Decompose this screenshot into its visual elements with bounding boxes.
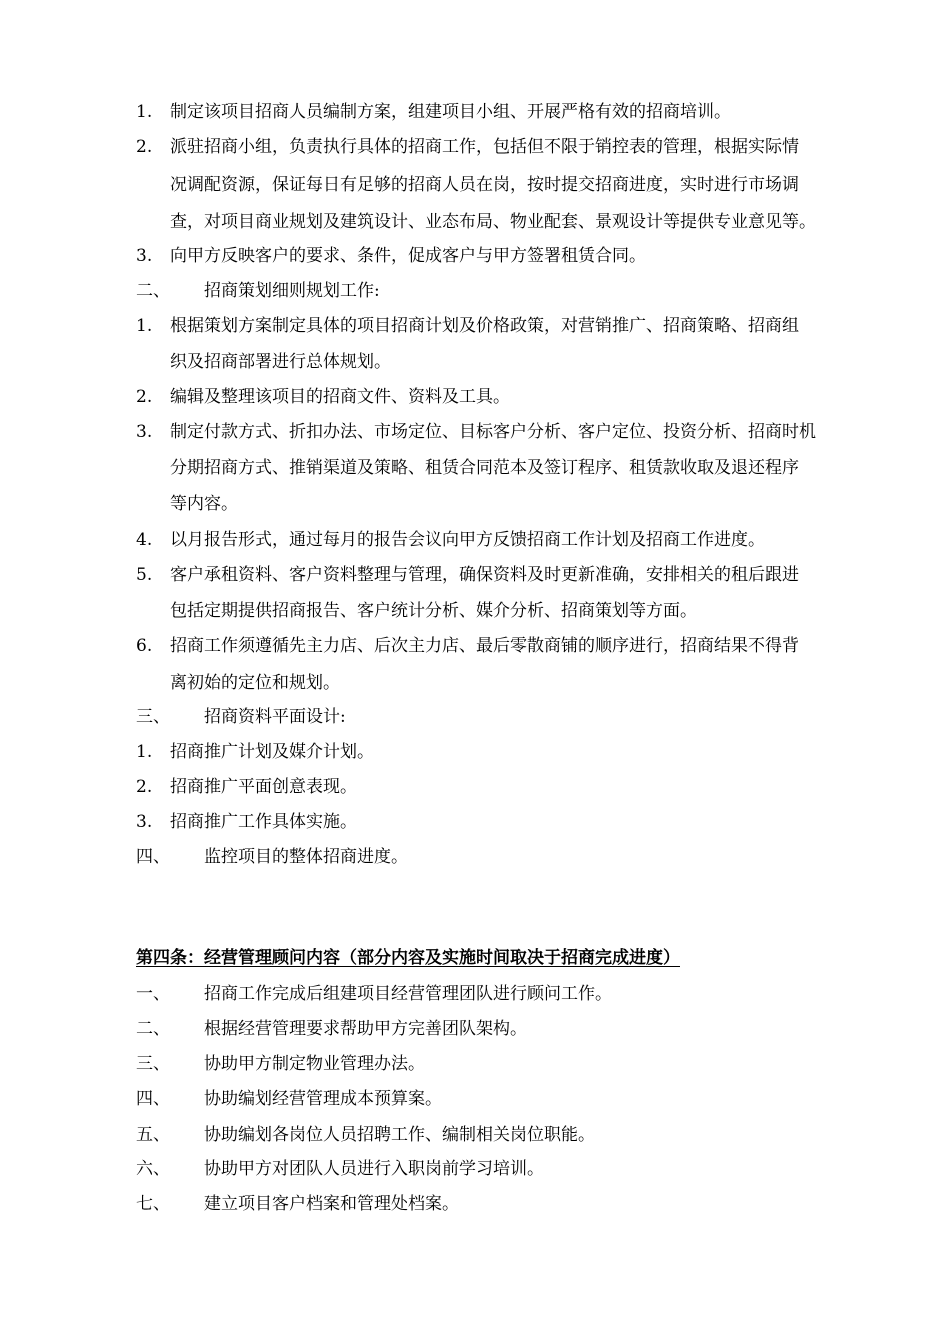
item-number: 一、 (136, 984, 170, 1004)
section-title: 监控项目的整体招商进度。 (204, 847, 408, 867)
item-text: 织及招商部署进行总体规划。 (170, 352, 391, 372)
item-number: 3. (136, 422, 153, 442)
item-number: 2. (136, 387, 153, 407)
item-text: 以月报告形式，通过每月的报告会议向甲方反馈招商工作计划及招商工作进度。 (170, 530, 765, 550)
item-number: 二、 (136, 1019, 170, 1039)
item-text: 招商推广计划及媒介计划。 (170, 742, 374, 762)
section-number: 二、 (136, 281, 170, 301)
item-text: 协助编划各岗位人员招聘工作、编制相关岗位职能。 (204, 1125, 595, 1145)
item-number: 5. (136, 565, 153, 585)
item-text: 等内容。 (170, 494, 238, 514)
item-number: 2. (136, 777, 153, 797)
item-text: 制定付款方式、折扣办法、市场定位、目标客户分析、客户定位、投资分析、招商时机 (170, 422, 816, 442)
item-text: 根据策划方案制定具体的项目招商计划及价格政策，对营销推广、招商策略、招商组 (170, 316, 799, 336)
item-text: 建立项目客户档案和管理处档案。 (204, 1194, 459, 1214)
item-text: 协助甲方对团队人员进行入职岗前学习培训。 (204, 1159, 544, 1179)
item-number: 五、 (136, 1125, 170, 1145)
item-text: 招商工作须遵循先主力店、后次主力店、最后零散商铺的顺序进行，招商结果不得背 (170, 636, 799, 656)
item-text: 查，对项目商业规划及建筑设计、业态布局、物业配套、景观设计等提供专业意见等。 (170, 212, 816, 232)
section-number: 三、 (136, 707, 170, 727)
section-title: 招商策划细则规划工作: (204, 281, 380, 301)
item-number: 三、 (136, 1054, 170, 1074)
item-number: 七、 (136, 1194, 170, 1214)
section-title: 招商资料平面设计: (204, 707, 346, 727)
item-number: 1. (136, 742, 153, 762)
item-number: 2. (136, 137, 153, 157)
item-text: 分期招商方式、推销渠道及策略、租赁合同范本及签订程序、租赁款收取及退还程序 (170, 458, 799, 478)
item-text: 编辑及整理该项目的招商文件、资料及工具。 (170, 387, 510, 407)
section-number: 四、 (136, 847, 170, 867)
item-text: 客户承租资料、客户资料整理与管理，确保资料及时更新准确，安排相关的租后跟进 (170, 565, 799, 585)
item-text: 向甲方反映客户的要求、条件，促成客户与甲方签署租赁合同。 (170, 246, 646, 266)
item-text: 协助甲方制定物业管理办法。 (204, 1054, 425, 1074)
item-text: 派驻招商小组，负责执行具体的招商工作，包括但不限于销控表的管理，根据实际情 (170, 137, 799, 157)
item-text: 招商推广工作具体实施。 (170, 812, 357, 832)
item-text: 根据经营管理要求帮助甲方完善团队架构。 (204, 1019, 527, 1039)
article-heading: 第四条：经营管理顾问内容（部分内容及实施时间取决于招商完成进度） (136, 948, 680, 968)
item-text: 招商工作完成后组建项目经营管理团队进行顾问工作。 (204, 984, 612, 1004)
item-number: 3. (136, 246, 153, 266)
item-number: 四、 (136, 1089, 170, 1109)
item-text: 招商推广平面创意表现。 (170, 777, 357, 797)
item-text: 制定该项目招商人员编制方案，组建项目小组、开展严格有效的招商培训。 (170, 102, 731, 122)
item-number: 1. (136, 102, 153, 122)
item-number: 六、 (136, 1159, 170, 1179)
item-text: 况调配资源，保证每日有足够的招商人员在岗，按时提交招商进度，实时进行市场调 (170, 175, 799, 195)
item-number: 3. (136, 812, 153, 832)
item-number: 4. (136, 530, 153, 550)
item-text: 协助编划经营管理成本预算案。 (204, 1089, 442, 1109)
item-number: 1. (136, 316, 153, 336)
item-text: 离初始的定位和规划。 (170, 673, 340, 693)
item-number: 6. (136, 636, 153, 656)
item-text: 包括定期提供招商报告、客户统计分析、媒介分析、招商策划等方面。 (170, 601, 697, 621)
